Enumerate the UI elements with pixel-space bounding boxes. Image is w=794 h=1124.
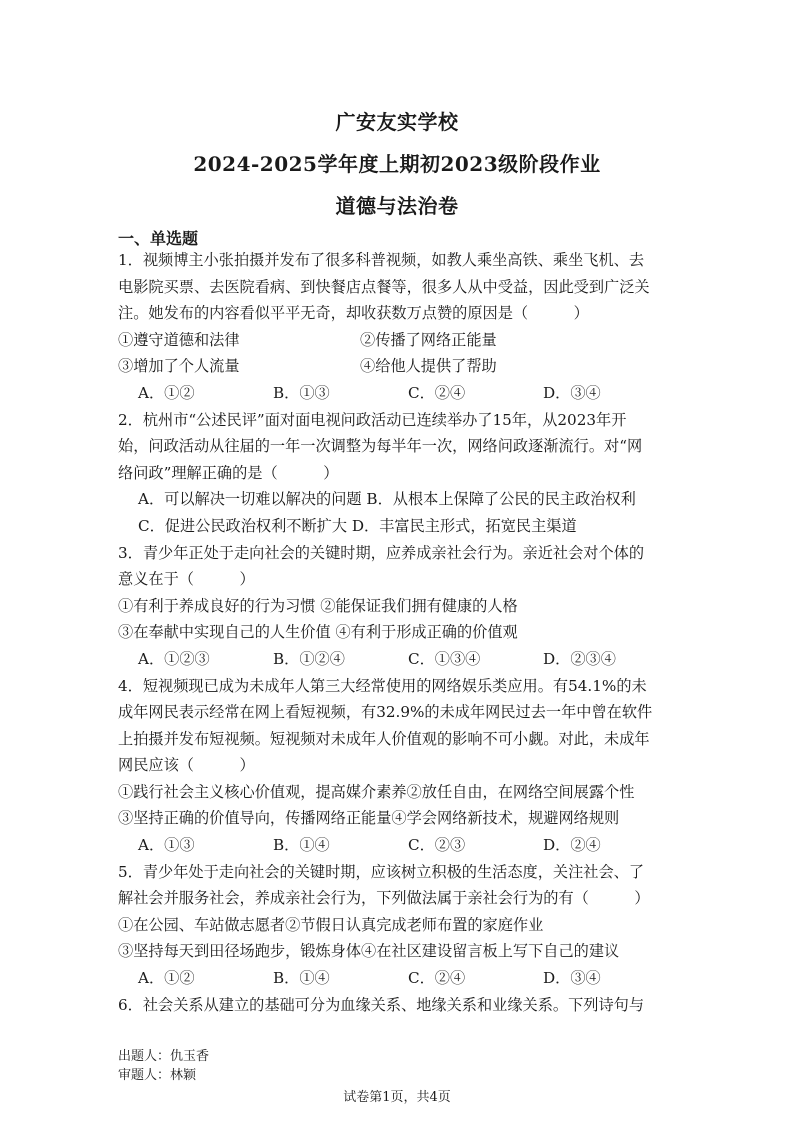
answer-options-line: C．促进公民政治权利不断扩大 D．丰富民主形式，拓宽民主渠道 xyxy=(138,516,577,535)
exam-title: 2024-2025学年度上期初2023级阶段作业 xyxy=(193,152,601,176)
question-stem-line: 4．短视频现已成为未成年人第三大经常使用的网络娱乐类应用。有54.1%的未 xyxy=(118,676,647,695)
statement: ④给他人提供了帮助 xyxy=(360,357,497,376)
option-b: B．①③ xyxy=(273,383,330,402)
option-d: D．②④ xyxy=(543,836,601,855)
statement-row xyxy=(118,327,678,354)
statement-line: ③坚持每天到田径场跑步，锻炼身体④在社区建设留言板上写下自己的建议 xyxy=(118,942,620,961)
option-c: C．②④ xyxy=(408,383,466,402)
option-a: A．①② xyxy=(138,969,195,988)
statement: ③增加了个人流量 xyxy=(118,357,240,376)
question-stem-line: 2．杭州市“公述民评”面对面电视问政活动已连续举办了15年，从2023年开 xyxy=(118,410,627,429)
question-stem-line: 5．青少年处于走向社会的关键时期，应该树立积极的生活态度，关注社会、了 xyxy=(118,862,645,881)
question-list xyxy=(118,247,678,1018)
statement-row xyxy=(118,353,678,380)
question-stem-line: 电影院买票、去医院看病、到快餐店点餐等，很多人从中受益，因此受到广泛关 xyxy=(118,277,650,296)
statement-line: ①践行社会主义核心价值观，提高媒介素养②放任自由，在网络空间展露个性 xyxy=(118,782,635,801)
question-stem-line: 解社会并服务社会，养成亲社会行为，下列做法属于亲社会行为的有（ ） xyxy=(118,889,650,908)
statement-line: ①有利于养成良好的行为习惯 ②能保证我们拥有健康的人格 xyxy=(118,596,518,615)
option-b: B．①④ xyxy=(273,969,330,988)
question-4 xyxy=(118,673,678,859)
answer-options xyxy=(118,832,678,859)
option-c: C．②③ xyxy=(408,836,466,855)
reviewer-credit: 审题人：林颖 xyxy=(118,1068,197,1083)
option-c: C．②④ xyxy=(408,969,466,988)
option-d: D．②③④ xyxy=(543,649,616,668)
question-stem-line: 3．青少年正处于走向社会的关键时期，应养成亲社会行为。亲近社会对个体的 xyxy=(118,543,645,562)
subject-title: 道德与法治卷 xyxy=(335,194,459,218)
question-stem-line: 始，问政活动从往届的一年一次调整为每半年一次，网络问政逐渐流行。对“网 xyxy=(118,437,643,456)
answer-options xyxy=(118,965,678,992)
question-3 xyxy=(118,540,678,673)
question-1 xyxy=(118,247,678,407)
statement: ②传播了网络正能量 xyxy=(360,330,497,349)
option-a: A．①③ xyxy=(138,836,195,855)
question-stem-line: 上拍摄并发布短视频。短视频对未成年人价值观的影响不可小觑。对此，未成年 xyxy=(118,729,650,748)
option-d: D．③④ xyxy=(543,383,601,402)
statement-line: ③在奉献中实现自己的人生价值 ④有利于形成正确的价值观 xyxy=(118,623,518,642)
option-a: A．①②③ xyxy=(138,649,210,668)
statement-line: ③坚持正确的价值导向，传播网络正能量④学会网络新技术，规避网络规则 xyxy=(118,809,620,828)
statement: ①遵守道德和法律 xyxy=(118,330,240,349)
option-d: D．③④ xyxy=(543,969,601,988)
page-number: 试卷第1页，共4页 xyxy=(343,1090,451,1105)
option-b: B．①④ xyxy=(273,836,330,855)
question-stem-line: 6．社会关系从建立的基础可分为血缘关系、地缘关系和业缘关系。下列诗句与 xyxy=(118,995,645,1014)
question-2 xyxy=(118,407,678,540)
author-credit: 出题人：仇玉香 xyxy=(118,1049,210,1064)
question-stem-line: 注。她发布的内容看似平平无奇，却收获数万点赞的原因是（ ） xyxy=(118,304,589,323)
option-b: B．①②④ xyxy=(273,649,345,668)
question-6 xyxy=(118,992,678,1019)
option-c: C．①③④ xyxy=(408,649,481,668)
question-stem-line: 络问政”理解正确的是（ ） xyxy=(118,463,339,482)
question-stem-line: 意义在于（ ） xyxy=(118,570,255,589)
answer-options xyxy=(118,380,678,407)
question-stem-line: 1．视频博主小张拍摄并发布了很多科普视频，如教人乘坐高铁、乘坐飞机、去 xyxy=(118,251,645,269)
section-heading: 一、单选题 xyxy=(118,229,199,248)
question-stem-line: 网民应该（ ） xyxy=(118,756,255,775)
answer-options-line: A．可以解决一切难以解决的问题 B．从根本上保障了公民的民主政治权利 xyxy=(138,490,636,509)
statement-line: ①在公园、车站做志愿者②节假日认真完成老师布置的家庭作业 xyxy=(118,915,544,934)
question-stem-line: 成年网民表示经常在网上看短视频，有32.9%的未成年网民过去一年中曾在软件 xyxy=(118,703,653,722)
school-title: 广安友实学校 xyxy=(335,110,459,134)
option-a: A．①② xyxy=(138,383,195,402)
question-5 xyxy=(118,859,678,992)
answer-options xyxy=(118,646,678,673)
